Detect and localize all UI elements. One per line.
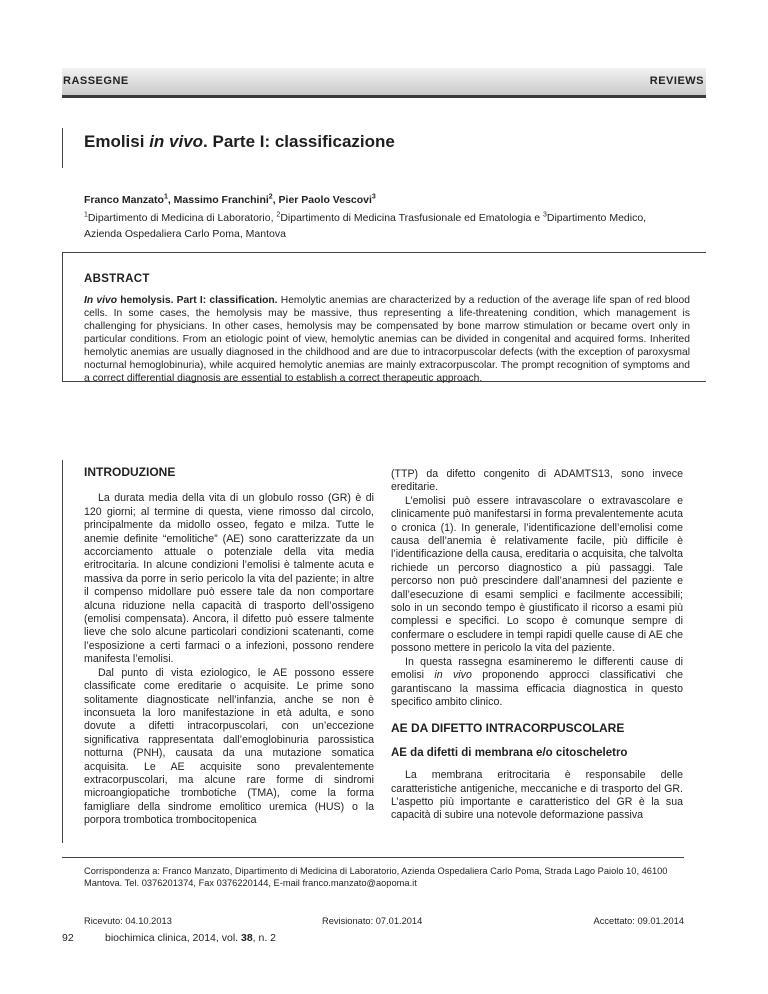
- correspondence-note: Corrispondenza a: Franco Manzato, Dipartimento di Medicina di Laboratorio, Azienda Ospedaliera Carlo Poma, Strada Lago Paiolo 10, 46100 Mantova. Tel. 0376201374, Fax 0376220144, E-mail franco.manzato@aopoma.it: [84, 866, 668, 888]
- subsection-heading: AE da difetti di membrana e/o citoscheletro: [391, 746, 628, 759]
- abstract-left-rule: [62, 252, 63, 382]
- paragraph-hemolysis-types: L’emolisi può essere intravascolare o extravascolare e clinicamente può manifestarsi in forma prevalentemente acuta o cronica (1). In generale, l’identificazione dell’emolisi come causa dell’anemia è relativamente facile, più difficile è l’identificazione della causa, ereditaria o acquisita, che talvolta richiede un percorso diagnostico a più passaggi. Tale percorso non può prescindere dall’anamnesi del paziente e dall’esecuzione di esami semplici e facilmente accessibili; solo in un secondo tempo è giustificato il ricorso a esami più complessi e specifici. Lo scopo è comunque sempre di confermare o escludere in tempi rapidi quelle cause di AE che possono mettere in pericolo la vita del paziente.: [391, 494, 683, 655]
- abstract-text: In vivo hemolysis. Part I: classification. Hemolytic anemias are characterized by a reduction of the average life span of red blood cells. In some cases, the hemolysis may be massive, thus representing a life-threatening condition, which management is challenging for physicians. In other cases, hemolysis may be compensated by bone marrow stimulation or became overt only in particular conditions. From an etiologic point of view, hemolytic anemias can be divided in congenital and acquired forms. Inherited hemolytic anemias are usually diagnosed in the childhood and are due to intracorpuscolar defects (with the exception of paroxysmal nocturnal hemoglobinuria), while acquired hemolytic anemias are mainly extracorpuscolar. The prompt recognition of symptoms and a correct differential diagnosis are essential to establish a correct therapeutic approach.: [84, 295, 690, 384]
- section-label-english: REVIEWS: [649, 75, 704, 87]
- header-band: [62, 68, 706, 96]
- received-date: Ricevuto: 04.10.2013: [84, 916, 172, 926]
- paragraph-membrane: La membrana eritrocitaria è responsabile delle caratteristiche antigeniche, meccaniche e di trasporto del GR. L’aspetto più importante e caratteristico del GR è la sua capacità di subire una notevole deformazione passiva: [391, 769, 683, 822]
- revised-date: Revisionato: 07.01.2014: [322, 916, 423, 926]
- section-heading: AE DA DIFETTO INTRACORPUSCOLARE: [391, 721, 625, 736]
- section-label: RASSEGNE: [63, 75, 129, 87]
- author-list: Franco Manzato$^1$, Massimo Franchini$^2$, Pier Paolo Vescovi$^3$: [84, 193, 376, 206]
- abstract-heading: ABSTRACT: [84, 273, 150, 285]
- column-left: [84, 466, 374, 828]
- footnote-rule: [62, 857, 684, 858]
- affiliations: $^1$Dipartimento di Medicina di Laboratorio, $^2$Dipartimento di Medicina Trasfusionale ed Ematologia e $^3$Dipartimento Medico, Azienda Ospedaliera Carlo Poma, Mantova: [84, 211, 647, 240]
- abstract-top-rule: [62, 252, 706, 253]
- accepted-date: Accettato: 09.01.2014: [593, 916, 684, 926]
- paragraph-review-scope: In questa rassegna esamineremo le differenti cause di emolisi in vivo proponendo approcci classificativi che garantiscano la massima efficacia diagnostica in questo specifico ambito clinico.: [391, 655, 683, 708]
- journal-citation: biochimica clinica, 2014, vol. 38, n. 2: [105, 932, 277, 944]
- intro-heading: INTRODUZIONE: [84, 465, 176, 479]
- article-title: Emolisi in vivo. Parte I: classificazione: [84, 132, 395, 151]
- continued-paragraph: (TTP) da difetto congenito di ADAMTS13, sono invece ereditarie.: [391, 468, 683, 494]
- page-number: 92: [62, 932, 74, 944]
- header-rule: [62, 95, 706, 98]
- title-rule: [62, 128, 63, 168]
- intro-paragraph-2: Dal punto di vista eziologico, le AE possono essere classificate come ereditarie o acquisite. Le prime sono solitamente diagnosticate nell’infanzia, anche se non è inconsueta la loro manifestazione in età adulta, e sono dovute a difetti intracorpuscolari, con un’eccezione significativa rappresentata dall’emoglobinuria parossistica notturna (PNH), causata da una mutazione somatica acquisita. Le AE acquisite sono prevalentemente extracorpuscolari, ma alcune rare forme di sindromi microangiopatiche trombotiche (TMA), come la forma famigliare della sindrome emolitico uremica (HUS) o la porpora trombotica trombocitopenica: [84, 666, 374, 827]
- column-right: [391, 468, 683, 823]
- intro-paragraph-1: La durata media della vita di un globulo rosso (GR) è di 120 giorni; al termine di questa, viene rimosso dal circolo, principalmente da midollo osseo, fegato e milza. Tutte le anemie definite “emolitiche” (AE) sono caratterizzate da un accorciamento attuale o potenziale della vita media eritrocitaria. In alcune condizioni l’emolisi è talmente acuta e massiva da porre in serio pericolo la vita del paziente; in altre il compenso midollare può essere tale da non comportare alcuna riduzione nella capacità di trasporto dell’ossigeno (emolisi compensata). Ancora, il difetto può essere talmente lieve che solo alcune particolari condizioni scatenanti, come l’esposizione a certi farmaci o a infezioni, possono rendere manifesta l’emolisi.: [84, 492, 374, 666]
- body-left-rule: [62, 460, 63, 843]
